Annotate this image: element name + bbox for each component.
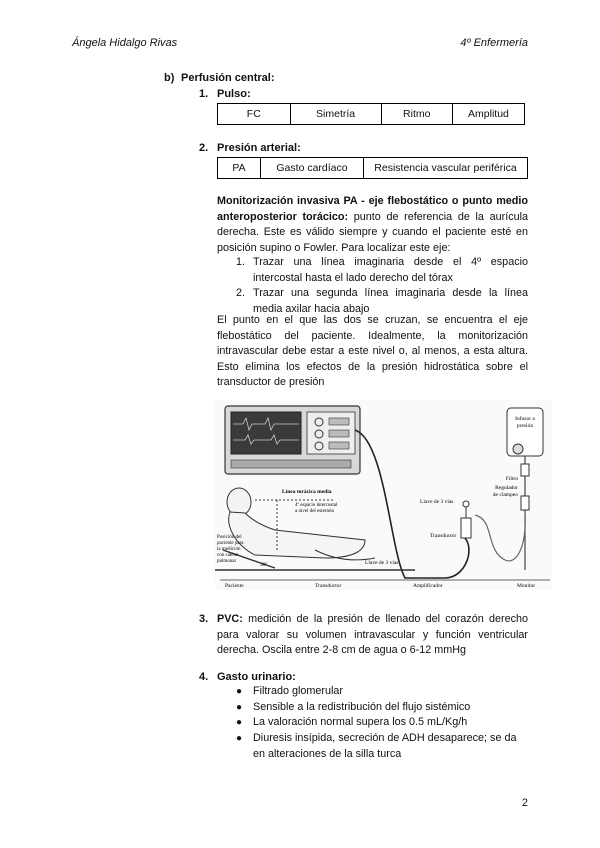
step-number: 1.	[236, 256, 246, 268]
bullet-dot: ●	[236, 717, 243, 728]
fig-label-posicion-4: con catéter	[217, 553, 239, 558]
fig-label-posicion-2: paciente para	[217, 541, 244, 546]
fig-label-transductor: Transductor	[430, 533, 457, 539]
monitor-paragraph	[217, 194, 528, 256]
fig-label-posicion-1: Posición del	[217, 535, 242, 540]
fig-label-espacio-2: a nivel del esternón	[295, 509, 335, 514]
presion-cell: PA	[218, 158, 261, 179]
pulso-title: Pulso:	[217, 88, 251, 100]
gasto-bullet: Diuresis insípida, secreción de ADH desaparece; se da en alteraciones de la silla turca	[253, 732, 517, 760]
header-author: Ángela Hidalgo Rivas	[72, 37, 178, 49]
pulso-number: 1.	[199, 88, 209, 100]
pulso-cell: Simetría	[290, 104, 381, 125]
pulso-cell: Amplitud	[452, 104, 524, 125]
header-course: 4º Enfermería	[460, 37, 528, 49]
step-text: Trazar una línea imaginaria desde el 4º espacio intercostal hasta el lado derecho del tórax	[253, 256, 528, 284]
gasto-bullet: Sensible a la redistribución del flujo sistémico	[253, 701, 471, 713]
section-letter: b)	[164, 72, 175, 84]
fig-label-angulo: 30º	[260, 562, 268, 568]
step-number: 2.	[236, 287, 246, 299]
fig-label-posicion-5: pulmonar	[217, 559, 237, 564]
presion-number: 2.	[199, 142, 209, 154]
fig-label-infusor-2: presión	[516, 423, 534, 429]
pvc-paragraph	[217, 612, 528, 659]
fig-label-amplificador: Amplificador	[413, 583, 443, 589]
presion-title: Presión arterial:	[217, 142, 301, 154]
page-number: 2	[521, 797, 528, 809]
step-text: Trazar una segunda línea imaginaria desde la línea media axilar hacia abajo	[253, 287, 528, 315]
fig-label-transductor2: Transductor	[315, 583, 342, 589]
fig-label-regulador-2: de clampeo	[492, 492, 518, 498]
presion-cell: Resistencia vascular periférica	[364, 158, 528, 179]
fig-label-filtro: Filtro	[505, 476, 518, 482]
gasto-bullet: Filtrado glomerular	[253, 685, 344, 697]
pvc-bold: PVC:	[217, 613, 243, 625]
bullet-dot: ●	[236, 733, 243, 744]
gasto-number: 4.	[199, 671, 209, 683]
fig-label-linea-toracica: Línea torácica media	[282, 489, 332, 495]
fig-label-infusor-1: Infusor a	[515, 416, 535, 422]
presion-table	[217, 157, 528, 179]
fig-label-posicion-3: la medición	[217, 547, 241, 552]
bullet-dot: ●	[236, 702, 243, 713]
pulso-cell: FC	[218, 104, 291, 125]
fig-label-llave2: Llave de 3 vías	[365, 560, 399, 566]
pulso-cell: Ritmo	[381, 104, 452, 125]
monitor-after: El punto en el que las dos se cruzan, se encuentra el eje flebostático del paciente. Idealmente, la monitorización intravascular debe estar a este nivel o, al menos, a esta altura. Esto elimina los efectos de la presión hidrostática sobre el transductor de presión	[217, 314, 528, 389]
gasto-bullet: La valoración normal supera los 0.5 mL/Kg/h	[253, 716, 468, 728]
section-title: Perfusión central:	[181, 72, 275, 84]
fig-label-monitor: Monitor	[517, 583, 536, 589]
monitor-text: punto de referencia de la aurícula derecha. Este es válido siempre y cuando el paciente esté en posición supino o Fowler. Para localizar este eje:	[217, 210, 528, 254]
fig-label-espacio-1: 4º espacio intercostal	[295, 503, 338, 508]
bullet-dot: ●	[236, 686, 243, 697]
pvc-text: medición de la presión de llenado del corazón derecho para valorar su volumen intravascular y función ventricular derecha. Oscila entre 2-8 cm de agua o 6-12 mmHg	[217, 613, 528, 657]
pvc-number: 3.	[199, 613, 209, 625]
gasto-title: Gasto urinario:	[217, 671, 296, 683]
fig-label-paciente: Paciente	[225, 583, 244, 589]
fig-label-regulador-1: Regulador	[495, 485, 518, 491]
pulso-table	[217, 103, 525, 125]
monitor-bold: Monitorización invasiva PA - eje flebostático o punto medio anteroposterior torácico:	[217, 195, 528, 223]
fig-label-llave1: Llave de 3 vías	[420, 499, 454, 505]
invasive-monitoring-figure	[215, 400, 552, 590]
presion-cell: Gasto cardíaco	[261, 158, 364, 179]
